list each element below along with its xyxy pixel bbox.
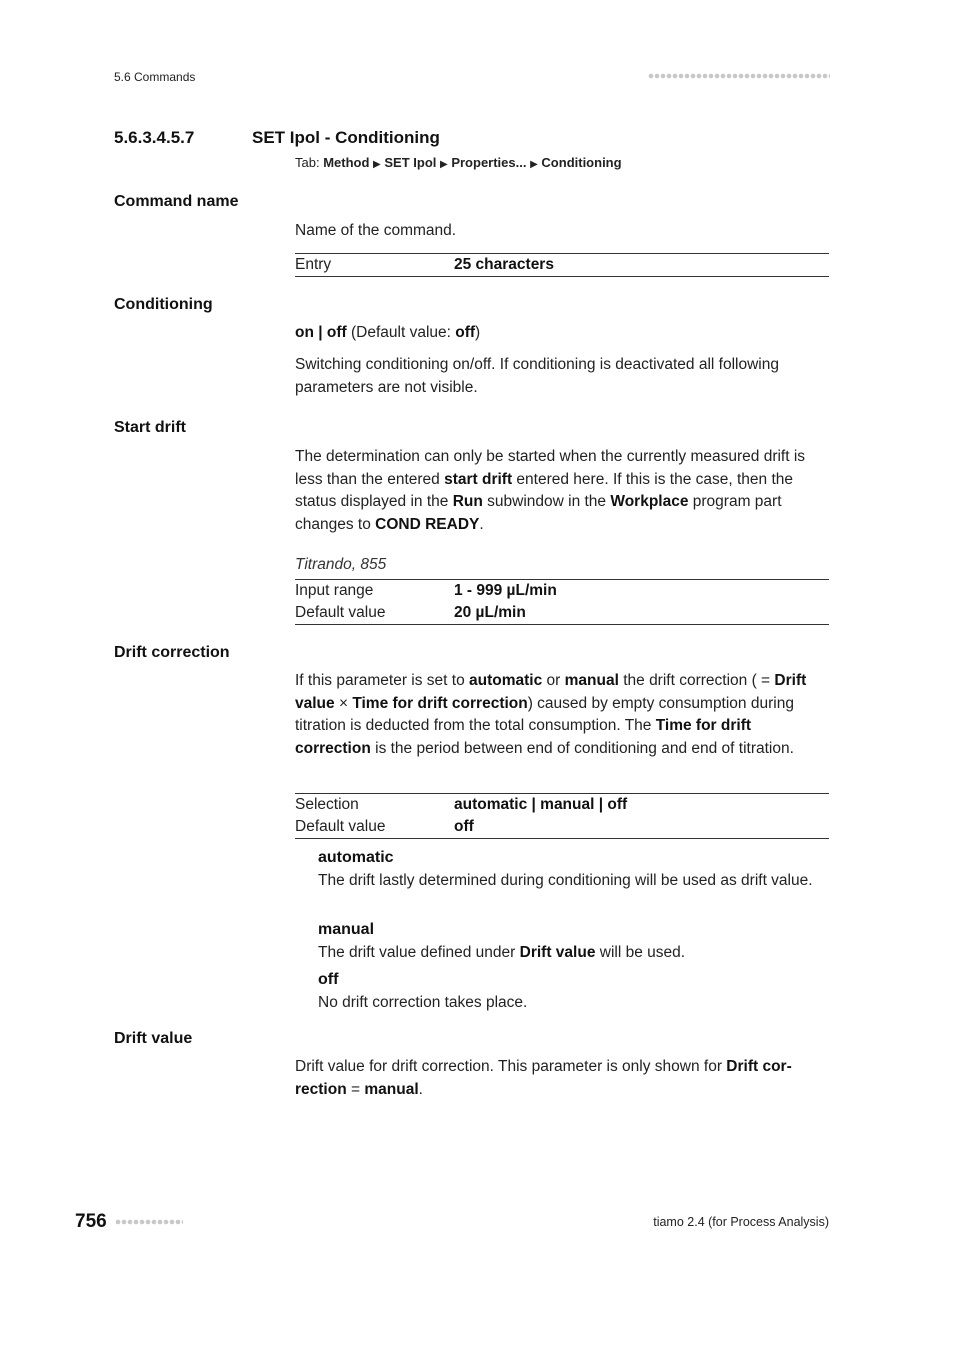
- table-value: automatic | manual | off: [454, 796, 628, 813]
- conditioning-values: [295, 322, 829, 345]
- table-key: Default value: [295, 818, 386, 835]
- text-bold: Time for drift correction: [295, 717, 752, 757]
- option-off-text: No drift correction takes place.: [318, 994, 528, 1011]
- text-run: .: [418, 1080, 423, 1098]
- section-number: 5.6.3.4.5.7: [114, 128, 195, 147]
- drift-value-description: [295, 1056, 829, 1101]
- footer-decoration-dots: [115, 1218, 183, 1226]
- text-bold: Run: [452, 493, 483, 510]
- text-bold: COND READY: [375, 515, 480, 533]
- text-run: The drift value defined under: [318, 944, 520, 961]
- text-run: ×: [334, 694, 353, 712]
- text-bold: manual: [364, 1080, 419, 1098]
- breadcrumb-arrow-icon: ▶: [440, 159, 448, 170]
- table-row: [295, 794, 829, 816]
- tab-item-conditioning: Conditioning: [541, 155, 622, 170]
- table-row: [295, 816, 829, 838]
- table-value: off: [454, 818, 474, 835]
- default-value: off: [455, 324, 476, 341]
- table-key: Selection: [295, 796, 359, 813]
- table-key: Default value: [295, 604, 386, 621]
- text-run: .: [479, 515, 484, 533]
- drift-correction-description: [295, 670, 829, 760]
- param-command-name-label: Command name: [114, 193, 239, 210]
- tab-item-method: Method: [323, 155, 370, 170]
- text-bold: automatic: [469, 672, 543, 689]
- breadcrumb-arrow-icon: ▶: [530, 159, 538, 170]
- drift-correction-table: [295, 793, 829, 839]
- start-drift-caption: Titrando, 855: [295, 556, 387, 573]
- option-off-title: off: [318, 971, 339, 988]
- conditioning-description: Switching conditioning on/off. If conditioning is deactivated all following parameters are not visible.: [295, 356, 779, 396]
- text-run: the drift correction ( =: [618, 672, 775, 689]
- text-bold: Drift cor-rection: [295, 1058, 792, 1098]
- option-automatic-title: automatic: [318, 849, 394, 866]
- default-suffix: ): [475, 324, 481, 341]
- running-header-section: 5.6 Commands: [114, 70, 196, 84]
- text-run: program part changes to: [295, 493, 782, 533]
- tab-prefix: Tab:: [295, 155, 320, 170]
- tab-item-properties: Properties...: [451, 155, 527, 170]
- text-run: subwindow in the: [482, 493, 611, 510]
- table-row: [295, 254, 829, 276]
- text-run: If this parameter is set to: [295, 672, 470, 689]
- option-manual-text: [318, 942, 818, 965]
- param-drift-value-label: Drift value: [114, 1030, 193, 1047]
- command-name-table: [295, 253, 829, 277]
- section-title: SET Ipol - Conditioning: [252, 128, 440, 147]
- table-key: Entry: [295, 256, 332, 273]
- text-run: =: [346, 1080, 365, 1098]
- text-run: ) caused by empty consumption during titration is deducted from the total consumption. The: [295, 694, 794, 734]
- start-drift-table: [295, 579, 829, 625]
- start-drift-description: [295, 446, 829, 536]
- default-prefix: (Default value:: [351, 324, 456, 341]
- header-decoration-dots: [648, 72, 830, 80]
- command-name-description: Name of the command.: [295, 222, 457, 239]
- option-automatic-text: The drift lastly determined during conditioning will be used as drift value.: [318, 872, 813, 889]
- footer-product: tiamo 2.4 (for Process Analysis): [653, 1215, 829, 1229]
- text-run: will be used.: [595, 944, 686, 961]
- table-value: 20 µL/min: [454, 604, 526, 621]
- text-bold: Drift value: [519, 944, 596, 961]
- tab-breadcrumb: [295, 155, 622, 170]
- text-bold: start drift: [444, 470, 513, 488]
- param-drift-correction-label: Drift correction: [114, 644, 230, 661]
- table-value: 1 - 999 µL/min: [454, 582, 557, 599]
- conditioning-options: on | off: [295, 324, 347, 341]
- text-run: The determination can only be started when the currently measured drift is less than the entered: [295, 448, 806, 488]
- text-run: or: [542, 672, 565, 689]
- text-bold: manual: [564, 672, 619, 689]
- param-start-drift-label: Start drift: [114, 419, 186, 436]
- breadcrumb-arrow-icon: ▶: [373, 159, 381, 170]
- table-row: [295, 580, 829, 602]
- text-bold: Time for drift correction: [352, 694, 528, 712]
- text-bold: Workplace: [610, 493, 689, 510]
- text-run: is the period between end of conditioning and end of titration.: [370, 739, 794, 757]
- page-number: 756: [75, 1211, 107, 1232]
- option-manual-title: manual: [318, 921, 375, 938]
- text-run: entered here. If this is the case, then the status displayed in the: [295, 470, 794, 510]
- table-value: 25 characters: [454, 256, 554, 273]
- table-key: Input range: [295, 582, 374, 599]
- text-bold: Drift value: [295, 672, 807, 712]
- table-row: [295, 602, 829, 624]
- text-run: Drift value for drift correction. This parameter is only shown for: [295, 1058, 727, 1075]
- param-conditioning-label: Conditioning: [114, 296, 213, 313]
- tab-item-set-ipol: SET Ipol: [384, 155, 437, 170]
